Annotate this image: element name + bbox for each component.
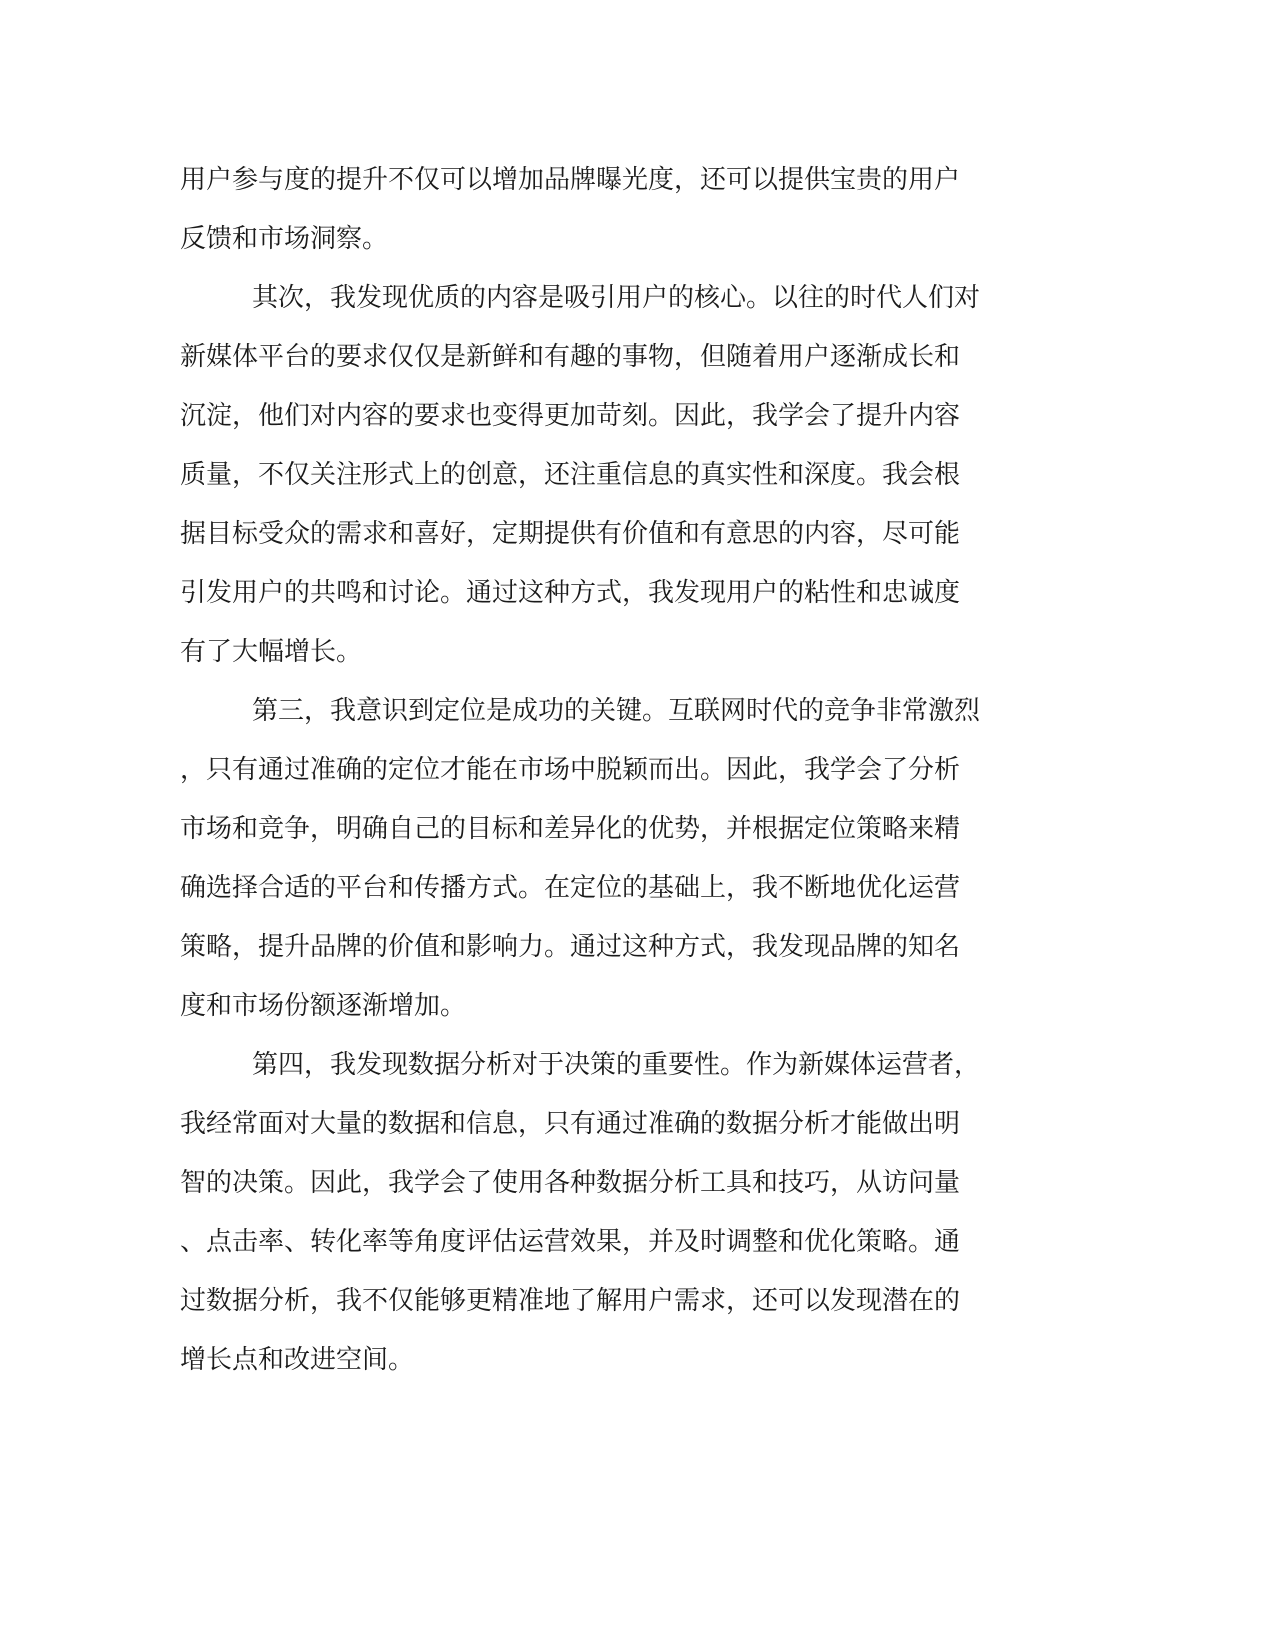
paragraph-first-line: 第四，我发现数据分析对于决策的重要性。作为新媒体运营者，	[252, 1050, 981, 1080]
text-line: 引发用户的共鸣和讨论。通过这种方式，我发现用户的粘性和忠诚度	[180, 578, 961, 608]
text-line: 反馈和市场洞察。	[180, 224, 389, 254]
text-line: 沉淀，他们对内容的要求也变得更加苛刻。因此，我学会了提升内容	[180, 401, 961, 431]
paragraph-first-line: 第三，我意识到定位是成功的关键。互联网时代的竞争非常激烈	[252, 696, 981, 726]
text-line: 过数据分析，我不仅能够更精准地了解用户需求，还可以发现潜在的	[180, 1286, 961, 1316]
text-line: 策略，提升品牌的价值和影响力。通过这种方式，我发现品牌的知名	[180, 932, 961, 962]
text-line: 、点击率、转化率等角度评估运营效果，并及时调整和优化策略。通	[180, 1227, 961, 1257]
text-line: 度和市场份额逐渐增加。	[180, 991, 467, 1021]
text-line: 有了大幅增长。	[180, 637, 363, 667]
text-line: 确选择合适的平台和传播方式。在定位的基础上，我不断地优化运营	[180, 873, 961, 903]
paragraph-first-line: 其次，我发现优质的内容是吸引用户的核心。以往的时代人们对	[252, 283, 981, 313]
text-line: 新媒体平台的要求仅仅是新鲜和有趣的事物，但随着用户逐渐成长和	[180, 342, 961, 372]
text-line: 质量，不仅关注形式上的创意，还注重信息的真实性和深度。我会根	[180, 460, 961, 490]
text-line: 据目标受众的需求和喜好，定期提供有价值和有意思的内容，尽可能	[180, 519, 961, 549]
text-line: 智的决策。因此，我学会了使用各种数据分析工具和技巧，从访问量	[180, 1168, 961, 1198]
text-line: ，只有通过准确的定位才能在市场中脱颖而出。因此，我学会了分析	[180, 755, 961, 785]
text-line: 增长点和改进空间。	[180, 1345, 415, 1375]
text-line: 市场和竞争，明确自己的目标和差异化的优势，并根据定位策略来精	[180, 814, 961, 844]
text-line: 我经常面对大量的数据和信息，只有通过准确的数据分析才能做出明	[180, 1109, 961, 1139]
text-line: 用户参与度的提升不仅可以增加品牌曝光度，还可以提供宝贵的用户	[180, 165, 961, 195]
